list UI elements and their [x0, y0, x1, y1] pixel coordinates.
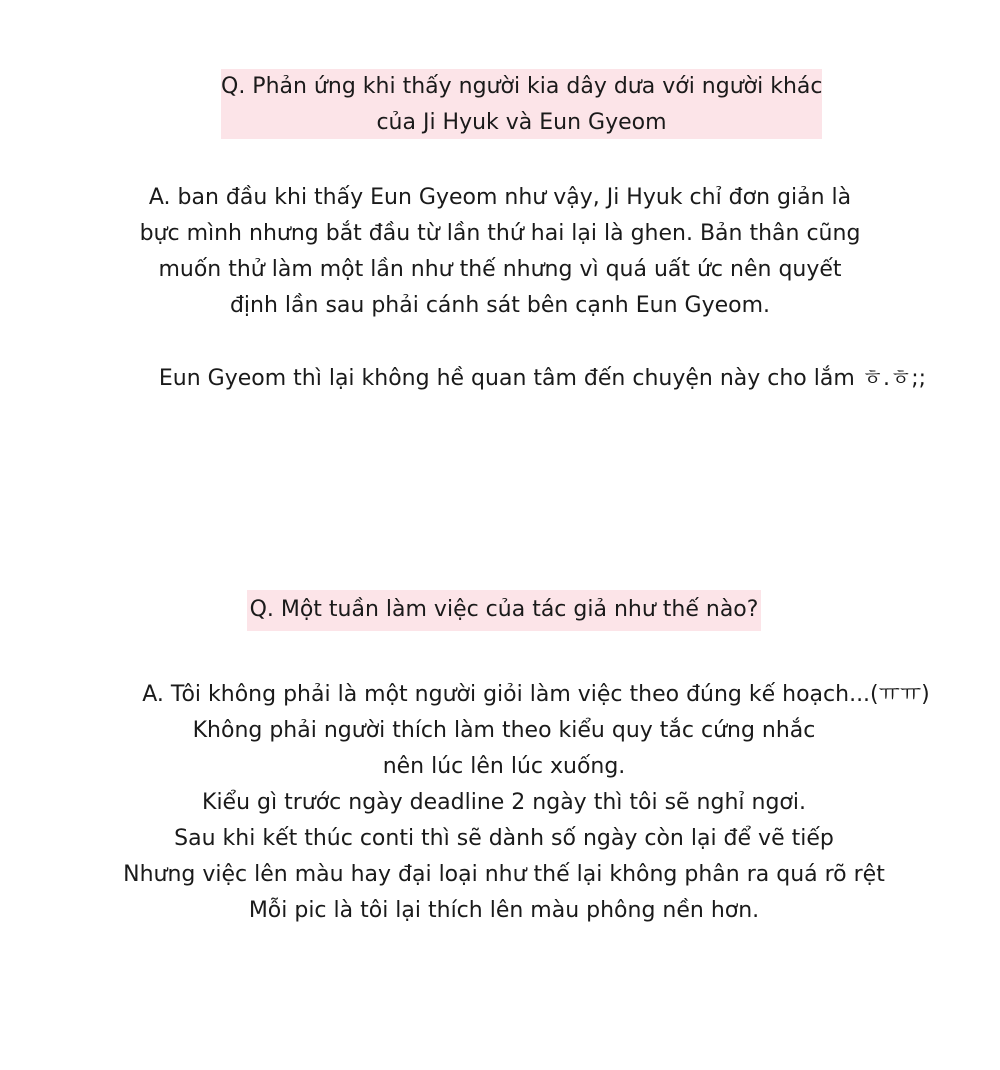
- answer-2-line-5: Sau khi kết thúc conti thì sẽ dành số ngày còn lại để vẽ tiếp: [174, 826, 834, 851]
- answer-1-line-1: A. ban đầu khi thấy Eun Gyeom như vậy, Ji Hyuk chỉ đơn giản là: [148, 185, 852, 210]
- question-1-line-2: của Ji Hyuk và Eun Gyeom: [376, 110, 667, 135]
- answer-2-line-2: Không phải người thích làm theo kiểu quy tắc cứng nhắc: [192, 718, 816, 743]
- answer-2-line-3: nên lúc lên lúc xuống.: [382, 754, 626, 779]
- answer-1-line-3: muốn thử làm một lần như thế nhưng vì quá uất ức nên quyết: [158, 257, 842, 282]
- answer-2-line-4: Kiểu gì trước ngày deadline 2 ngày thì tôi sẽ nghỉ ngơi.: [202, 790, 806, 815]
- question-box-1: [221, 69, 822, 139]
- answer-2-line-1: A. Tôi không phải là một người giỏi làm việc theo đúng kế hoạch...(ㅠㅠ): [142, 682, 930, 707]
- answer-2-line-7: Mỗi pic là tôi lại thích lên màu phông nền hơn.: [248, 898, 760, 923]
- answer-1-line-4: định lần sau phải cánh sát bên cạnh Eun Gyeom.: [229, 293, 771, 318]
- answer-2-line-6: Nhưng việc lên màu hay đại loại như thế lại không phân ra quá rõ rệt: [123, 862, 885, 887]
- answer-1-line-2: bực mình nhưng bắt đầu từ lần thứ hai lại là ghen. Bản thân cũng: [139, 221, 861, 246]
- question-box-2: [247, 590, 761, 631]
- answer-1-note: Eun Gyeom thì lại không hề quan tâm đến chuyện này cho lắm ㅎ.ㅎ;;: [158, 366, 927, 391]
- question-2-line: Q. Một tuần làm việc của tác giả như thế nào?: [249, 597, 759, 622]
- question-1-line-1: Q. Phản ứng khi thấy người kia dây dưa với người khác: [221, 74, 823, 99]
